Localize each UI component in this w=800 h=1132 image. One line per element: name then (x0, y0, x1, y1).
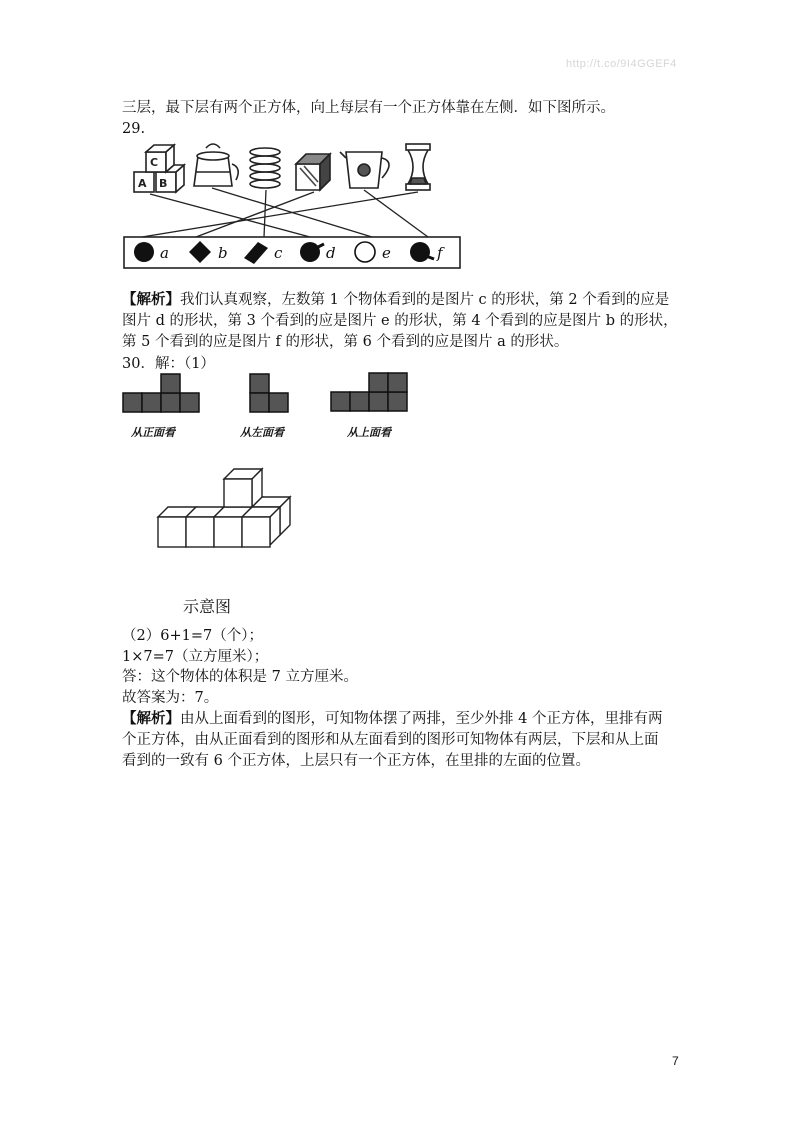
shape-label-b: b (218, 244, 228, 262)
cube-letter: B (159, 177, 168, 190)
kettle-object (194, 144, 238, 186)
cup-object (340, 152, 389, 188)
shape-a (134, 242, 154, 262)
front-view-caption: 从正面看 (131, 426, 175, 439)
shape-label-a: a (160, 244, 169, 262)
left-view-figure (249, 373, 291, 413)
schematic-label: 示意图 (183, 597, 232, 616)
solution-line-2: （2）6+1=7（个）； (122, 628, 263, 644)
question-30-number: 30．解：（1） (122, 356, 215, 372)
analysis-30-line-1: 【解析】由从上面看到的图形，可知物体摆了两排，至少外排 4 个正方体，里排有两 (122, 710, 663, 727)
watermark: http://t.co/9I4GGEF4 (566, 58, 677, 70)
cube-letter: C (150, 156, 159, 169)
analysis-30-line-2: 个正方体，由从正面看到的图形和从左面看到的图形可知物体有两层，下层和从上面 (122, 732, 659, 748)
answer-line: 答：这个物体的体积是 7 立方厘米。 (122, 669, 358, 685)
page-number: 7 (672, 1054, 679, 1068)
analysis-29-line-3: 第 5 个看到的应是图片 f 的形状，第 6 个看到的应是图片 a 的形状。 (122, 334, 569, 350)
analysis-tag: 【解析】 (122, 710, 180, 727)
hourglass-object (406, 144, 430, 190)
letter-blocks-object (134, 145, 184, 192)
shape-label-f: f (437, 244, 443, 262)
shape-d (300, 242, 320, 262)
analysis-30-line-3: 看到的一致有 6 个正方体，上层只有一个正方体，在里排的左面的位置。 (122, 753, 590, 769)
cube-letter: A (138, 177, 147, 190)
front-view-figure (122, 373, 202, 413)
solution-line-3: 1×7=7（立方厘米）； (122, 649, 269, 665)
shape-label-c: c (274, 244, 283, 262)
top-view-caption: 从上面看 (347, 426, 391, 439)
final-answer-line: 故答案为：7。 (122, 690, 219, 706)
object-matching-figure (120, 138, 466, 272)
analysis-tag: 【解析】 (122, 291, 180, 308)
analysis-29-line-1: 【解析】我们认真观察，左数第 1 个物体看到的是图片 c 的形状，第 2 个看到的应是 (122, 291, 670, 308)
matching-lines (142, 188, 428, 237)
question-29-number: 29. (122, 121, 146, 137)
left-view-caption: 从左面看 (240, 426, 284, 439)
box-object (296, 154, 330, 190)
shape-e (355, 242, 375, 262)
shape-label-d: d (326, 244, 336, 262)
shape-f (410, 242, 430, 262)
schematic-figure (152, 460, 302, 552)
spring-object (250, 148, 280, 188)
answer-strip (124, 237, 460, 268)
text-line-1: 三层，最下层有两个正方体，向上每层有一个正方体靠在左侧．如下图所示。 (122, 100, 615, 116)
shape-label-e: e (382, 244, 391, 262)
top-view-figure (330, 372, 410, 412)
analysis-29-line-2: 图片 d 的形状，第 3 个看到的应是图片 e 的形状，第 4 个看到的应是图片 b 的形状， (122, 313, 678, 329)
